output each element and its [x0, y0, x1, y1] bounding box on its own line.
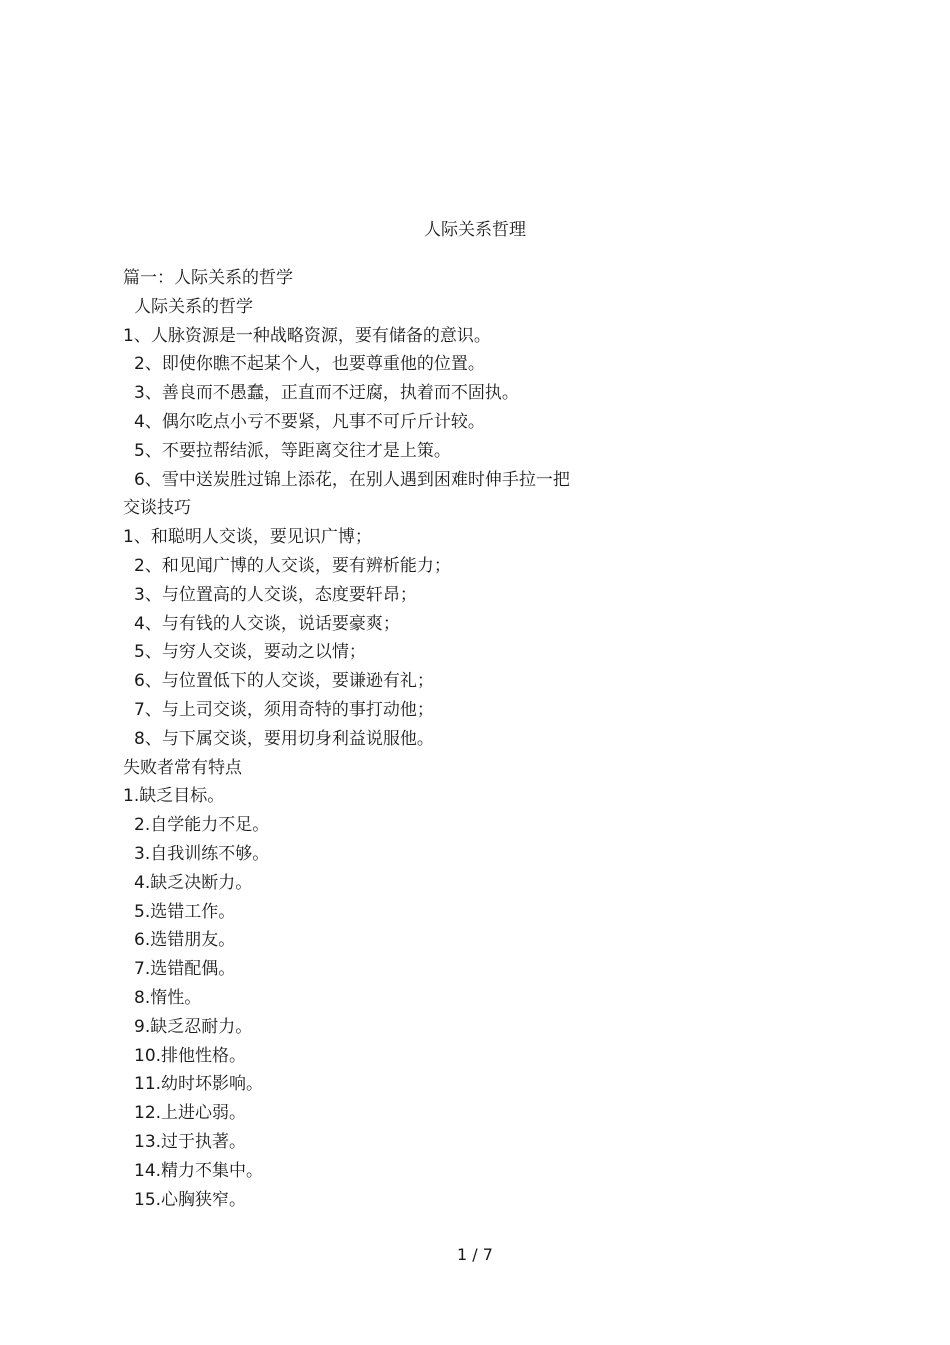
list-item: 7、与上司交谈，须用奇特的事打动他； — [134, 699, 434, 720]
list-item: 13.过于执著。 — [134, 1131, 247, 1152]
section-heading-2: 交谈技巧 — [123, 498, 191, 519]
list-item: 10.排他性格。 — [134, 1045, 247, 1066]
list-item: 6.选错朋友。 — [134, 930, 236, 951]
document-body — [123, 264, 843, 1214]
list-item: 3、善良而不愚蠢，正直而不迂腐，执着而不固执。 — [134, 383, 519, 404]
list-item: 2、和见闻广博的人交谈，要有辨析能力； — [134, 555, 451, 576]
section-heading-1: 篇一：人际关系的哲学 — [123, 268, 293, 288]
list-item: 7.选错配偶。 — [134, 959, 236, 980]
list-item: 3.自我训练不够。 — [134, 843, 270, 864]
list-item: 5.选错工作。 — [134, 901, 236, 922]
list-item: 5、与穷人交谈，要动之以情； — [134, 642, 366, 663]
list-item: 1.缺乏目标。 — [123, 786, 225, 807]
list-item: 14.精力不集中。 — [134, 1160, 264, 1181]
list-item: 15.心胸狭窄。 — [134, 1189, 247, 1210]
list-item: 5、不要拉帮结派，等距离交往才是上策。 — [134, 440, 451, 461]
list-item: 1、和聪明人交谈，要见识广博； — [123, 527, 372, 548]
list-item: 4、偶尔吃点小亏不要紧，凡事不可斤斤计较。 — [134, 411, 485, 432]
list-item: 4.缺乏决断力。 — [134, 872, 253, 893]
list-item: 6、雪中送炭胜过锦上添花，在别人遇到困难时伸手拉一把 — [134, 469, 570, 490]
section-subheading-1: 人际关系的哲学 — [134, 296, 253, 317]
list-item: 9.缺乏忍耐力。 — [134, 1016, 253, 1037]
list-item: 2.自学能力不足。 — [134, 815, 270, 836]
list-item: 4、与有钱的人交谈，说话要豪爽； — [134, 613, 400, 634]
list-item: 2、即使你瞧不起某个人，也要尊重他的位置。 — [134, 354, 485, 375]
list-item: 6、与位置低下的人交谈，要谦逊有礼； — [134, 671, 434, 692]
list-item: 12.上进心弱。 — [134, 1103, 247, 1124]
list-item: 3、与位置高的人交谈，态度要轩昂； — [134, 584, 417, 605]
list-item: 8.惰性。 — [134, 987, 202, 1008]
list-item: 1、人脉资源是一种战略资源，要有储备的意识。 — [123, 325, 491, 346]
section-heading-3: 失败者常有特点 — [123, 757, 242, 778]
page-number: 1 / 7 — [457, 1245, 493, 1264]
page-title: 人际关系哲理 — [424, 220, 526, 240]
list-item: 11.幼时坏影响。 — [134, 1074, 264, 1095]
list-item: 8、与下属交谈，要用切身利益说服他。 — [134, 728, 434, 749]
